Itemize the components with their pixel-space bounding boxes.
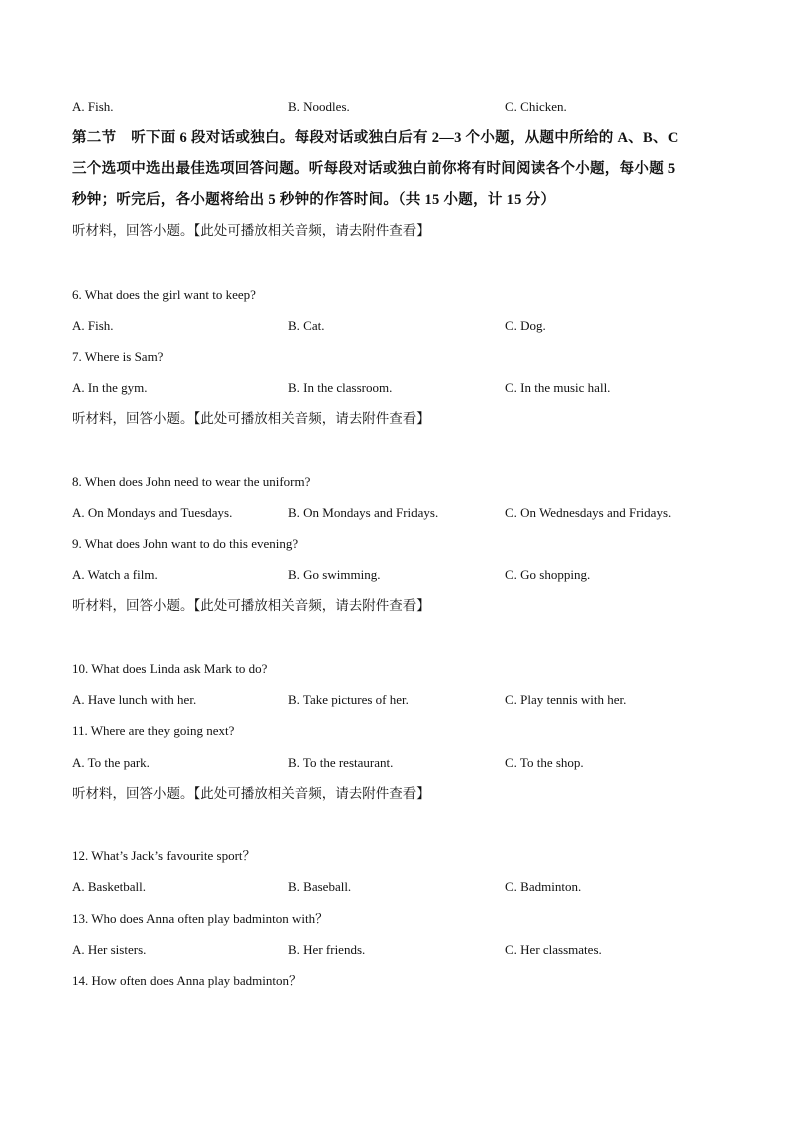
question-6: 6. What does the girl want to keep? [72,287,256,302]
q13-option-c: C. Her classmates. [505,942,602,957]
q11-option-b: B. To the restaurant. [288,755,394,770]
question-14: 14. How often does Anna play badminton？ [72,973,302,988]
section-line-3: 秒钟；听完后，各小题将给出 5 秒钟的作答时间。（共 15 小题，计 15 分） [72,192,556,208]
question-12: 12. What’s Jack’s favourite sport？ [72,848,256,863]
q9-option-c: C. Go shopping. [505,567,591,582]
q11-option-a: A. To the park. [72,755,150,770]
question-8: 8. When does John need to wear the uniform? [72,474,311,489]
q13-option-a: A. Her sisters. [72,942,147,957]
top-option-a: A. Fish. [72,99,114,114]
q10-option-a: A. Have lunch with her. [72,692,197,707]
q9-option-b: B. Go swimming. [288,567,381,582]
question-11: 11. Where are they going next? [72,723,235,738]
listen-instruction-4: 听材料，回答小题。【此处可播放相关音频，请去附件查看】 [72,786,430,801]
top-option-b: B. Noodles. [288,99,350,114]
q7-option-c: C. In the music hall. [505,380,611,395]
q13-option-b: B. Her friends. [288,942,366,957]
listen-instruction-1: 听材料，回答小题。【此处可播放相关音频，请去附件查看】 [72,223,430,238]
q7-option-a: A. In the gym. [72,380,148,395]
section-line-2: 三个选项中选出最佳选项回答问题。听每段对话或独白前你将有时间阅读各个小题，每小题 5 [72,161,676,177]
q10-option-c: C. Play tennis with her. [505,692,627,707]
q12-option-c: C. Badminton. [505,879,582,894]
q10-option-b: B. Take pictures of her. [288,692,409,707]
section-line-1: 第二节 听下面 6 段对话或独白。每段对话或独白后有 2—3 个小题，从题中所给的 A、B、C [72,130,679,146]
q8-option-a: A. On Mondays and Tuesdays. [72,505,233,520]
q12-option-a: A. Basketball. [72,879,147,894]
q6-option-a: A. Fish. [72,318,114,333]
question-10: 10. What does Linda ask Mark to do? [72,661,268,676]
question-7: 7. Where is Sam? [72,349,164,364]
q7-option-b: B. In the classroom. [288,380,393,395]
q8-option-b: B. On Mondays and Fridays. [288,505,439,520]
q11-option-c: C. To the shop. [505,755,584,770]
listen-instruction-3: 听材料，回答小题。【此处可播放相关音频，请去附件查看】 [72,598,430,613]
question-13: 13. Who does Anna often play badminton with？ [72,911,329,926]
top-option-c: C. Chicken. [505,99,567,114]
listen-instruction-2: 听材料，回答小题。【此处可播放相关音频，请去附件查看】 [72,411,430,426]
q8-option-c: C. On Wednesdays and Fridays. [505,505,672,520]
q6-option-c: C. Dog. [505,318,546,333]
q12-option-b: B. Baseball. [288,879,352,894]
q9-option-a: A. Watch a film. [72,567,158,582]
q6-option-b: B. Cat. [288,318,325,333]
question-9: 9. What does John want to do this evening? [72,536,299,551]
section-heading [72,123,722,216]
